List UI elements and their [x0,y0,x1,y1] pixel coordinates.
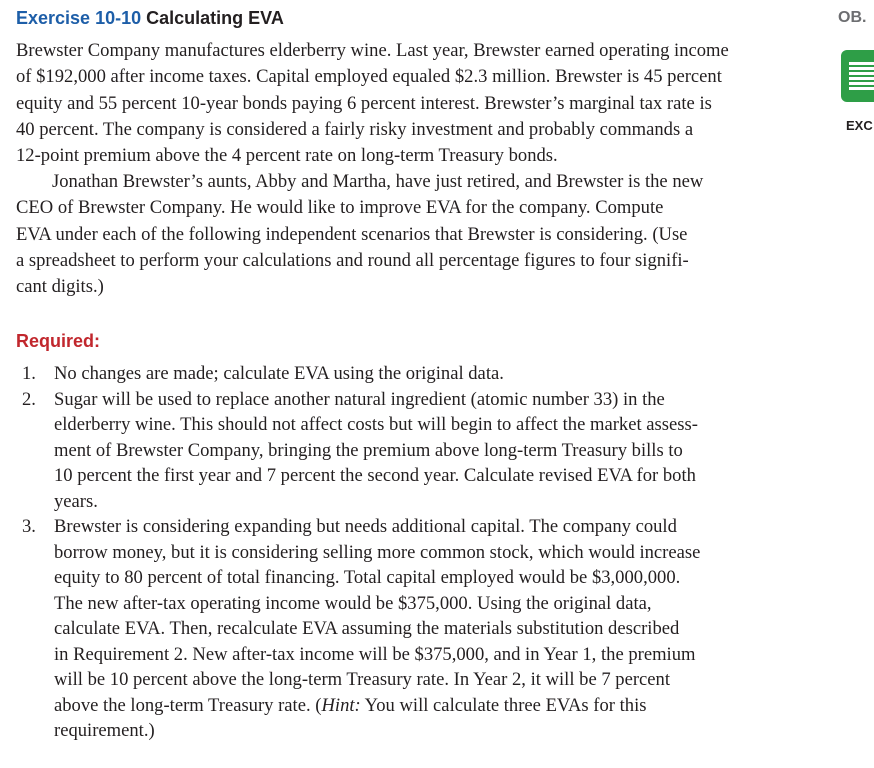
requirement-line: years. [54,490,98,512]
paragraph-line: Jonathan Brewster’s aunts, Abby and Martha, have just retired, and Brewster is the new [52,171,704,192]
exercise-number: Exercise 10-10 [16,8,142,28]
paragraph-line: 40 percent. The company is considered a fairly risky investment and probably commands a [16,118,694,140]
excel-icon [841,50,874,102]
excel-label: EXC [846,118,873,133]
requirement-line: equity to 80 percent of total financing. Total capital employed would be $3,000,000. [54,567,681,588]
paragraph-line: cant digits.) [16,276,104,298]
requirement-number: 3. [22,516,36,537]
requirement-line-with-hint [54,693,812,719]
exercise-heading [16,7,284,29]
requirement-line: elderberry wine. This should not affect costs but will begin to affect the market assess- [54,414,698,435]
exercise-title: Calculating EVA [146,8,284,28]
requirement-line: ment of Brewster Company, bringing the premium above long-term Treasury bills to [54,439,683,461]
requirement-line: requirement.) [54,720,155,741]
paragraph-instructions [16,169,816,300]
paragraph-line: CEO of Brewster Company. He would like to improve EVA for the company. Compute [16,197,664,219]
paragraph-line: 12-point premium above the 4 percent rate on long-term Treasury bonds. [16,145,558,167]
paragraph-line: a spreadsheet to perform your calculations and round all percentage figures to four signifi- [16,249,689,271]
requirement-line: Sugar will be used to replace another natural ingredient (atomic number 33) in the [54,388,665,410]
paragraph-line: of $192,000 after income taxes. Capital employed equaled $2.3 million. Brewster is 45 percent [16,66,722,88]
paragraph-scenario [16,38,816,169]
requirement-line-start: above the long-term Treasury rate. ( [54,694,322,716]
requirement-line: Brewster is considering expanding but needs additional capital. The company could [54,516,677,537]
requirement-line: in Requirement 2. New after-tax income will be $375,000, and in Year 1, the premium [54,643,696,665]
requirement-item-3 [22,514,812,744]
requirement-item-2 [22,387,812,515]
requirement-line: The new after-tax operating income would be $375,000. Using the original data, [54,592,652,614]
paragraph-line: equity and 55 percent 10-year bonds paying 6 percent interest. Brewster’s marginal tax rate is [16,92,712,114]
requirement-number: 2. [22,388,36,410]
requirement-line: No changes are made; calculate EVA using the original data. [54,363,504,384]
paragraph-line: Brewster Company manufactures elderberry wine. Last year, Brewster earned operating income [16,40,729,61]
requirement-line: borrow money, but it is considering selling more common stock, which would increase [54,541,701,563]
requirement-item-1 [22,361,812,387]
hint-text: You will calculate three EVAs for this [360,694,647,716]
requirement-line: calculate EVA. Then, recalculate EVA assuming the materials substitution described [54,618,680,639]
objective-label: OB. [838,9,867,26]
requirements-list [22,361,812,744]
paragraph-line: EVA under each of the following independent scenarios that Brewster is considering. (Use [16,223,688,245]
requirement-line: will be 10 percent above the long-term Treasury rate. In Year 2, it will be 7 percent [54,669,671,690]
hint-label: Hint: [321,694,361,716]
requirement-number: 1. [22,363,36,384]
requirement-line: 10 percent the first year and 7 percent the second year. Calculate revised EVA for both [54,465,696,486]
required-heading: Required: [16,331,101,351]
